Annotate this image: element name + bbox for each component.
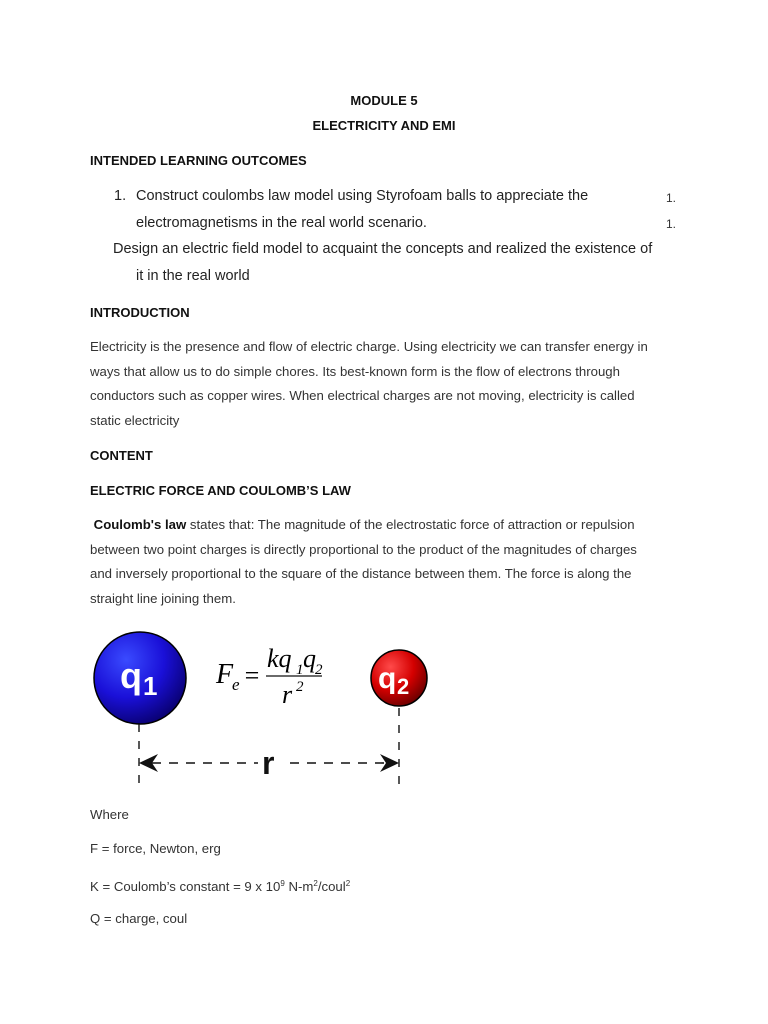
outcome2-line1: Design an electric field model to acquaint the concepts and realized the existence of — [113, 241, 653, 257]
definition-constant-unit: N-m — [284, 879, 314, 894]
equation-equals: = — [243, 661, 261, 690]
coulombs-law-paragraph — [90, 513, 690, 611]
outcome1-number: 1. — [114, 188, 127, 204]
equation-force-symbol: F — [216, 659, 234, 690]
definition-constant — [90, 872, 350, 900]
introduction-heading: INTRODUCTION — [90, 305, 190, 320]
law-line: between two point charges is directly proportional to the product of the magnitudes of charges — [90, 541, 637, 557]
law-line1-rest: states that: The magnitude of the electrostatic force of attraction or repulsion — [186, 517, 635, 532]
equation-numerator-sub2: 2 — [315, 662, 323, 678]
coulomb-diagram — [0, 620, 768, 795]
charge-q2 — [371, 650, 427, 706]
outcomes-heading: INTENDED LEARNING OUTCOMES — [90, 153, 307, 168]
definition-constant-unit2: /coul — [317, 879, 346, 894]
equation-denominator-exponent: 2 — [296, 679, 304, 695]
intro-line: ways that allow us to do simple chores. Its best-known form is the flow of electrons through — [90, 363, 620, 379]
side-number-1: 1. — [666, 191, 677, 205]
definition-constant-text: K = Coulomb’s constant = 9 x 10 — [90, 879, 281, 894]
outcome2-line2: it in the real world — [136, 268, 250, 284]
definition-constant-unit2-exponent: 2 — [345, 879, 351, 888]
equation-numerator-sub1: 1 — [296, 662, 304, 678]
distance-label: r — [262, 745, 275, 781]
outcome1-line1: Construct coulombs law model using Styrofoam balls to appreciate the — [136, 188, 589, 204]
charge-q2-subscript: 2 — [397, 674, 410, 699]
module-title: MODULE 5 — [350, 93, 418, 108]
equation-force-subscript: e — [232, 675, 240, 694]
equation-numerator-q: q — [303, 644, 316, 673]
charge-q1 — [94, 632, 186, 724]
law-term: Coulomb's law — [93, 517, 187, 532]
equation-denominator-r: r — [282, 680, 293, 709]
distance-arrow — [139, 745, 399, 781]
coulombs-law-heading: ELECTRIC FORCE AND COULOMB’S LAW — [90, 483, 351, 498]
equation-numerator-kq: kq — [267, 644, 292, 673]
definition-force: F = force, Newton, erg — [90, 841, 221, 856]
intro-line: static electricity — [90, 412, 180, 428]
outcome1-line2: electromagnetisms in the real world scenario. — [136, 215, 427, 231]
side-number-2: 1. — [666, 217, 677, 231]
charge-q1-subscript: 1 — [143, 671, 158, 701]
intro-line: Electricity is the presence and flow of electric charge. Using electricity we can transfer energy in — [90, 339, 648, 354]
definition-constant-exponent: 9 — [280, 879, 285, 888]
law-line: and inversely proportional to the square of the distance between them. The force is along the — [90, 566, 632, 582]
law-line-first — [90, 513, 690, 538]
intro-line: conductors such as copper wires. When electrical charges are not moving, electricity is called — [90, 388, 635, 404]
introduction-paragraph — [90, 335, 690, 433]
definition-charge: Q = charge, coul — [90, 911, 188, 926]
coulomb-equation — [215, 644, 323, 709]
module-subtitle: ELECTRICITY AND EMI — [312, 118, 456, 133]
definition-constant-unit-exponent: 2 — [313, 879, 318, 888]
content-heading: CONTENT — [90, 448, 153, 463]
where-label: Where — [90, 807, 129, 822]
charge-q2-label: q — [378, 662, 397, 695]
charge-q1-label: q — [120, 655, 142, 696]
law-line: straight line joining them. — [90, 590, 236, 606]
